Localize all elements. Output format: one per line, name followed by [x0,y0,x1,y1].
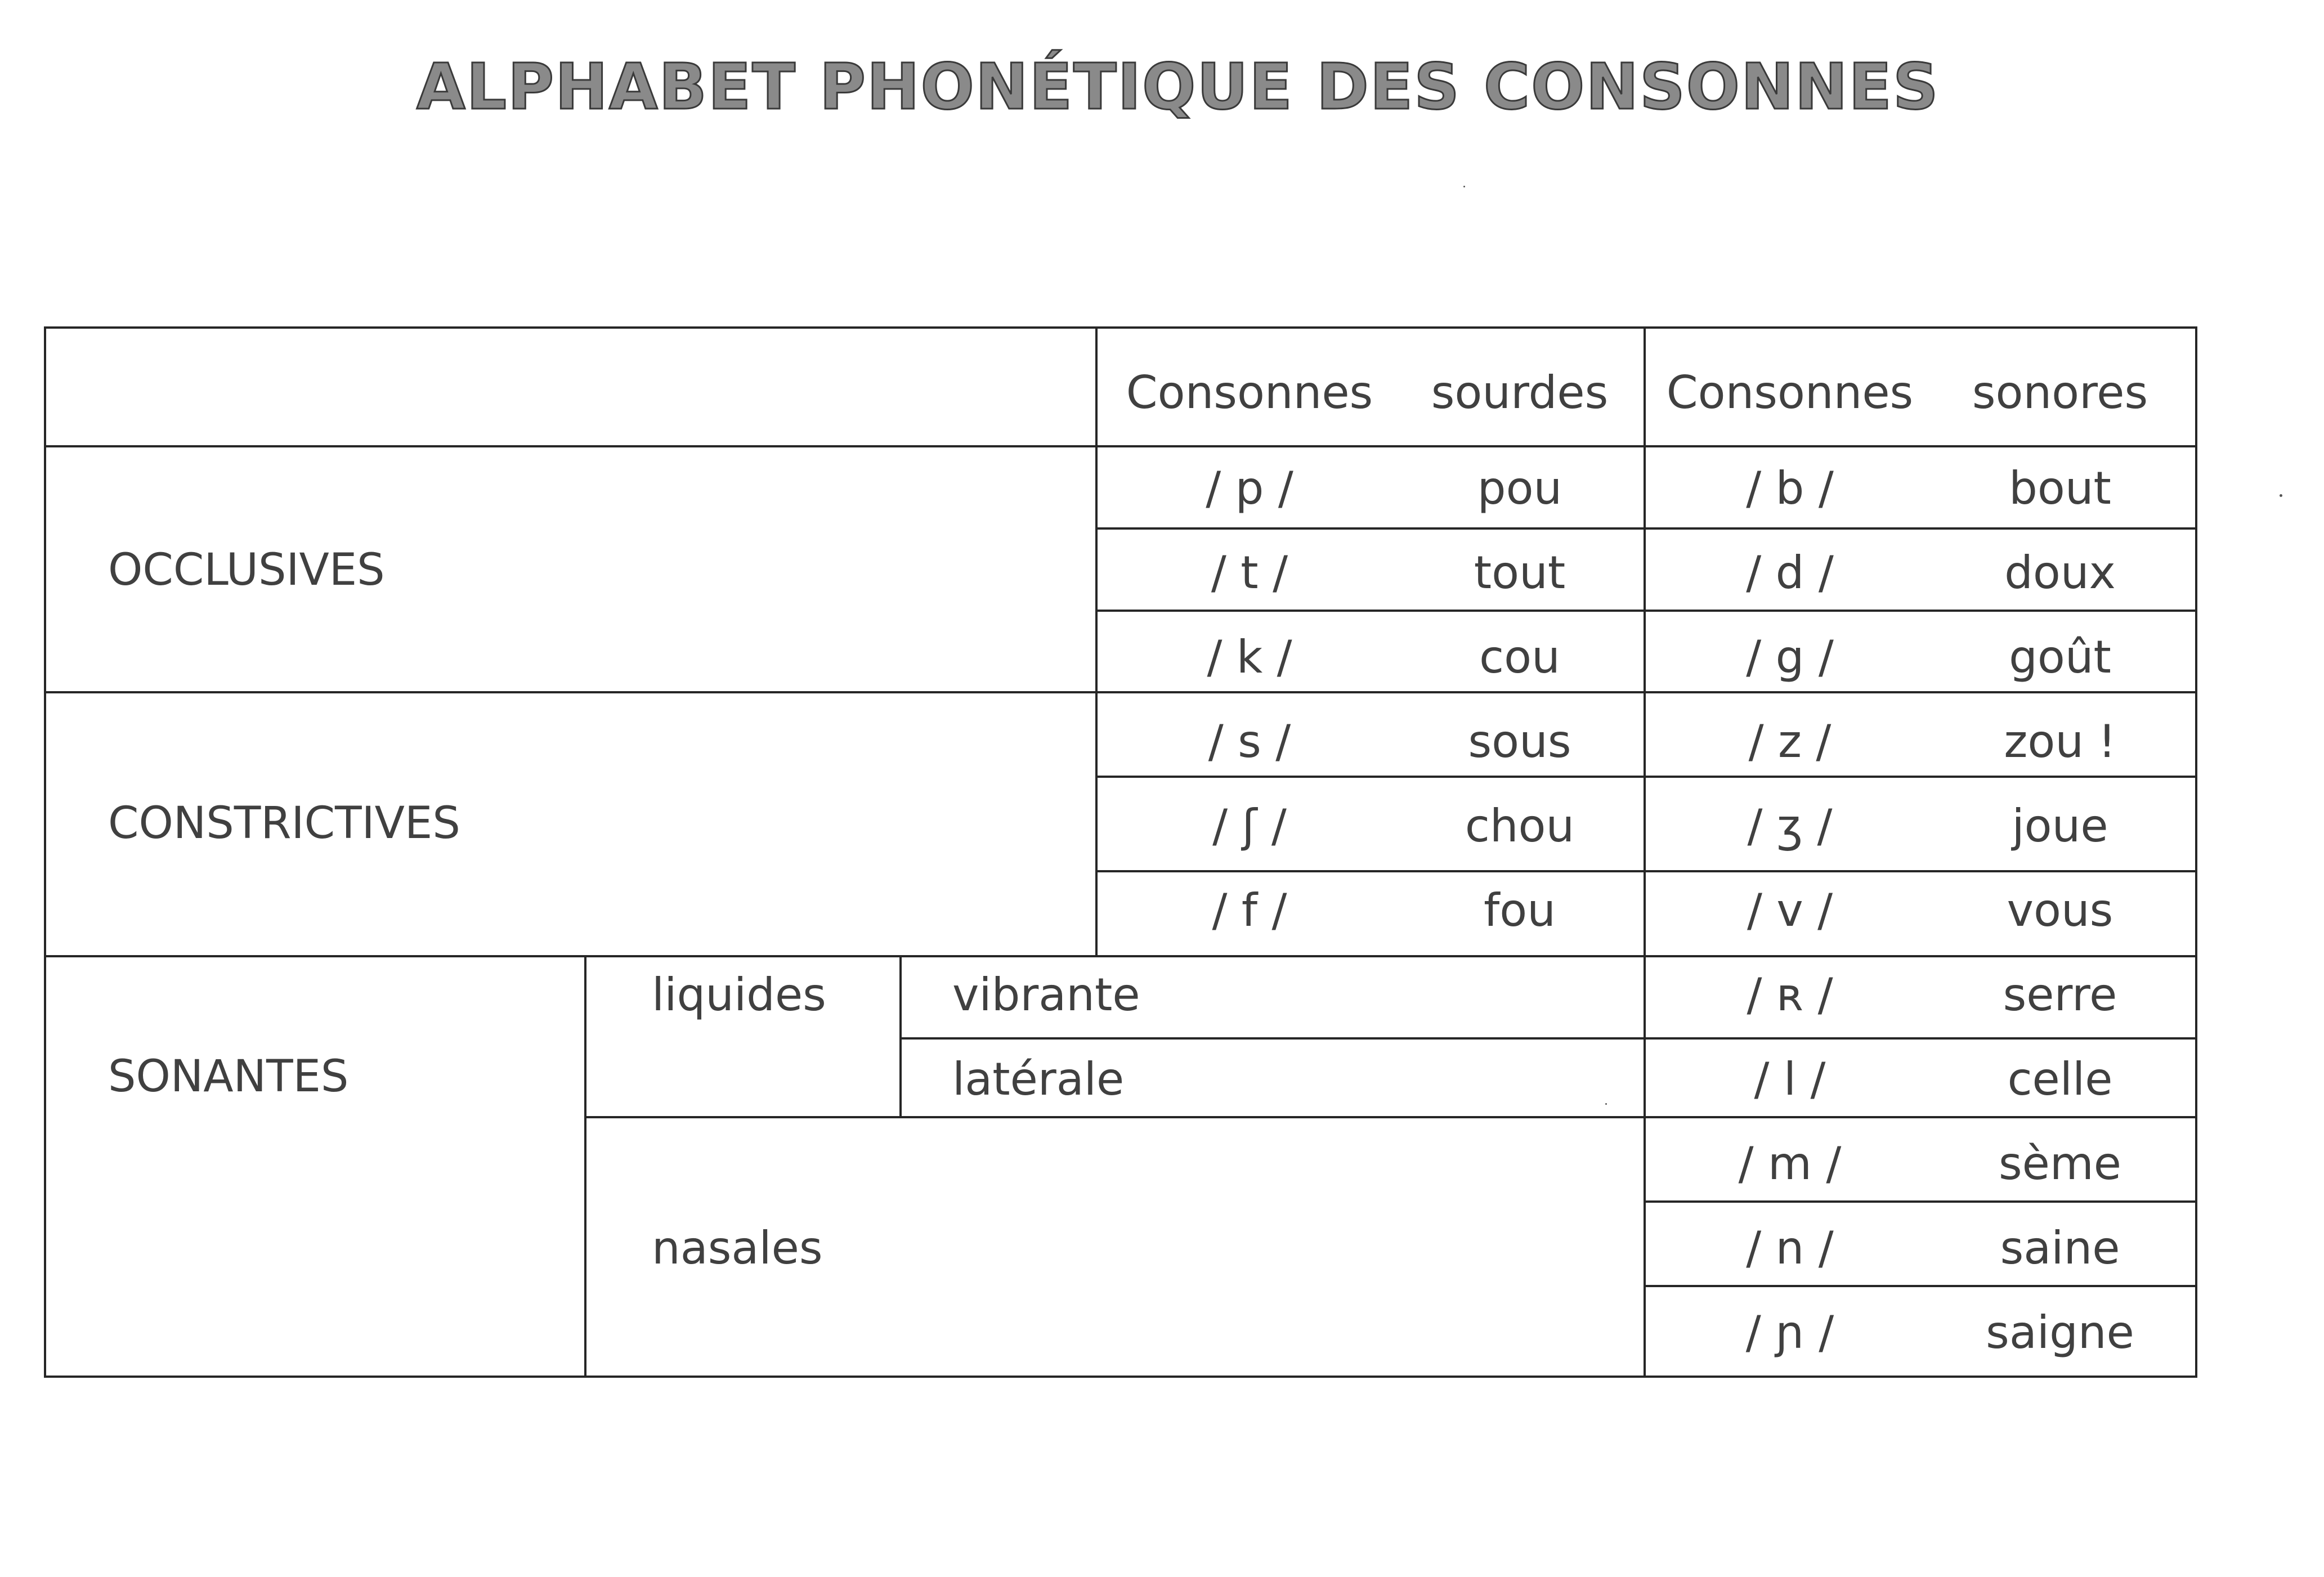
column-divider [584,955,586,1378]
header-sourdes-label: sourdes [1431,366,1609,419]
sourde-word: sous [1468,715,1571,768]
row-divider [1095,870,2197,872]
row-divider [1644,1200,2197,1203]
subcategory-laterale: latérale [952,1053,1125,1105]
subcategory-nasales: nasales [652,1222,823,1274]
table-border-bottom [44,1376,2197,1378]
category-sonantes: SONANTES [108,1051,349,1102]
row-divider [1644,1285,2197,1287]
scan-speck [1605,1103,1607,1105]
sonore-word: doux [2004,546,2116,599]
subcategory-liquides: liquides [652,969,826,1021]
sonore-symbol: / n / [1746,1222,1834,1274]
sourde-word: fou [1484,884,1556,937]
row-divider [584,1116,2197,1118]
row-divider [1095,776,2197,778]
sourde-word: cou [1479,631,1560,683]
sonore-word: celle [2007,1053,2113,1105]
header-sonores-consonnes: Consonnes [1666,366,1914,419]
sourde-symbol: / ʃ / [1212,800,1287,852]
table-border-top [44,326,2197,329]
scan-speck [1463,186,1465,187]
sonore-word: vous [2007,884,2113,937]
sonore-symbol: / v / [1747,884,1833,937]
sourde-symbol: / f / [1212,884,1287,937]
sourde-word: chou [1465,800,1575,852]
sourde-symbol: / t / [1211,546,1288,599]
subcategory-vibrante: vibrante [952,969,1140,1021]
sourde-symbol: / s / [1208,715,1291,768]
sonore-word: serre [2003,969,2117,1021]
sourde-symbol: / k / [1207,631,1292,683]
row-divider [1095,610,2197,612]
page-title: ALPHABET PHONÉTIQUE DES CONSONNES [417,51,1940,124]
sonore-word: saigne [1986,1306,2134,1359]
group-divider [44,955,2197,957]
sonore-word: saine [2000,1222,2120,1274]
column-divider [1095,326,1098,957]
sourde-word: pou [1477,462,1562,514]
sonore-symbol: / m / [1738,1137,1842,1190]
sonore-symbol: / b / [1746,462,1834,514]
sonore-symbol: / z / [1748,715,1832,768]
header-divider [44,445,2197,447]
column-divider [899,955,902,1118]
row-divider [899,1037,2197,1040]
sonore-symbol: / ɲ / [1745,1306,1834,1359]
sonore-word: zou ! [2004,715,2116,768]
sonore-symbol: / ʀ / [1747,969,1833,1021]
header-sonores-label: sonores [1972,366,2148,419]
scan-speck [2280,494,2282,497]
group-divider [44,691,2197,693]
sonore-word: bout [2009,462,2111,514]
sourde-word: tout [1474,546,1566,599]
category-occlusives: OCCLUSIVES [108,545,385,595]
sonore-word: sème [1998,1137,2122,1190]
sonore-word: goût [2009,631,2111,683]
sonore-symbol: / l / [1754,1053,1826,1105]
sonore-symbol: / g / [1746,631,1834,683]
category-constrictives: CONSTRICTIVES [108,798,460,849]
sonore-symbol: / d / [1746,546,1834,599]
sonore-symbol: / ʒ / [1747,800,1833,852]
header-sourdes-consonnes: Consonnes [1126,366,1373,419]
sourde-symbol: / p / [1206,462,1293,514]
table-border-left [44,326,46,1378]
row-divider [1095,527,2197,530]
sonore-word: joue [2012,800,2108,852]
